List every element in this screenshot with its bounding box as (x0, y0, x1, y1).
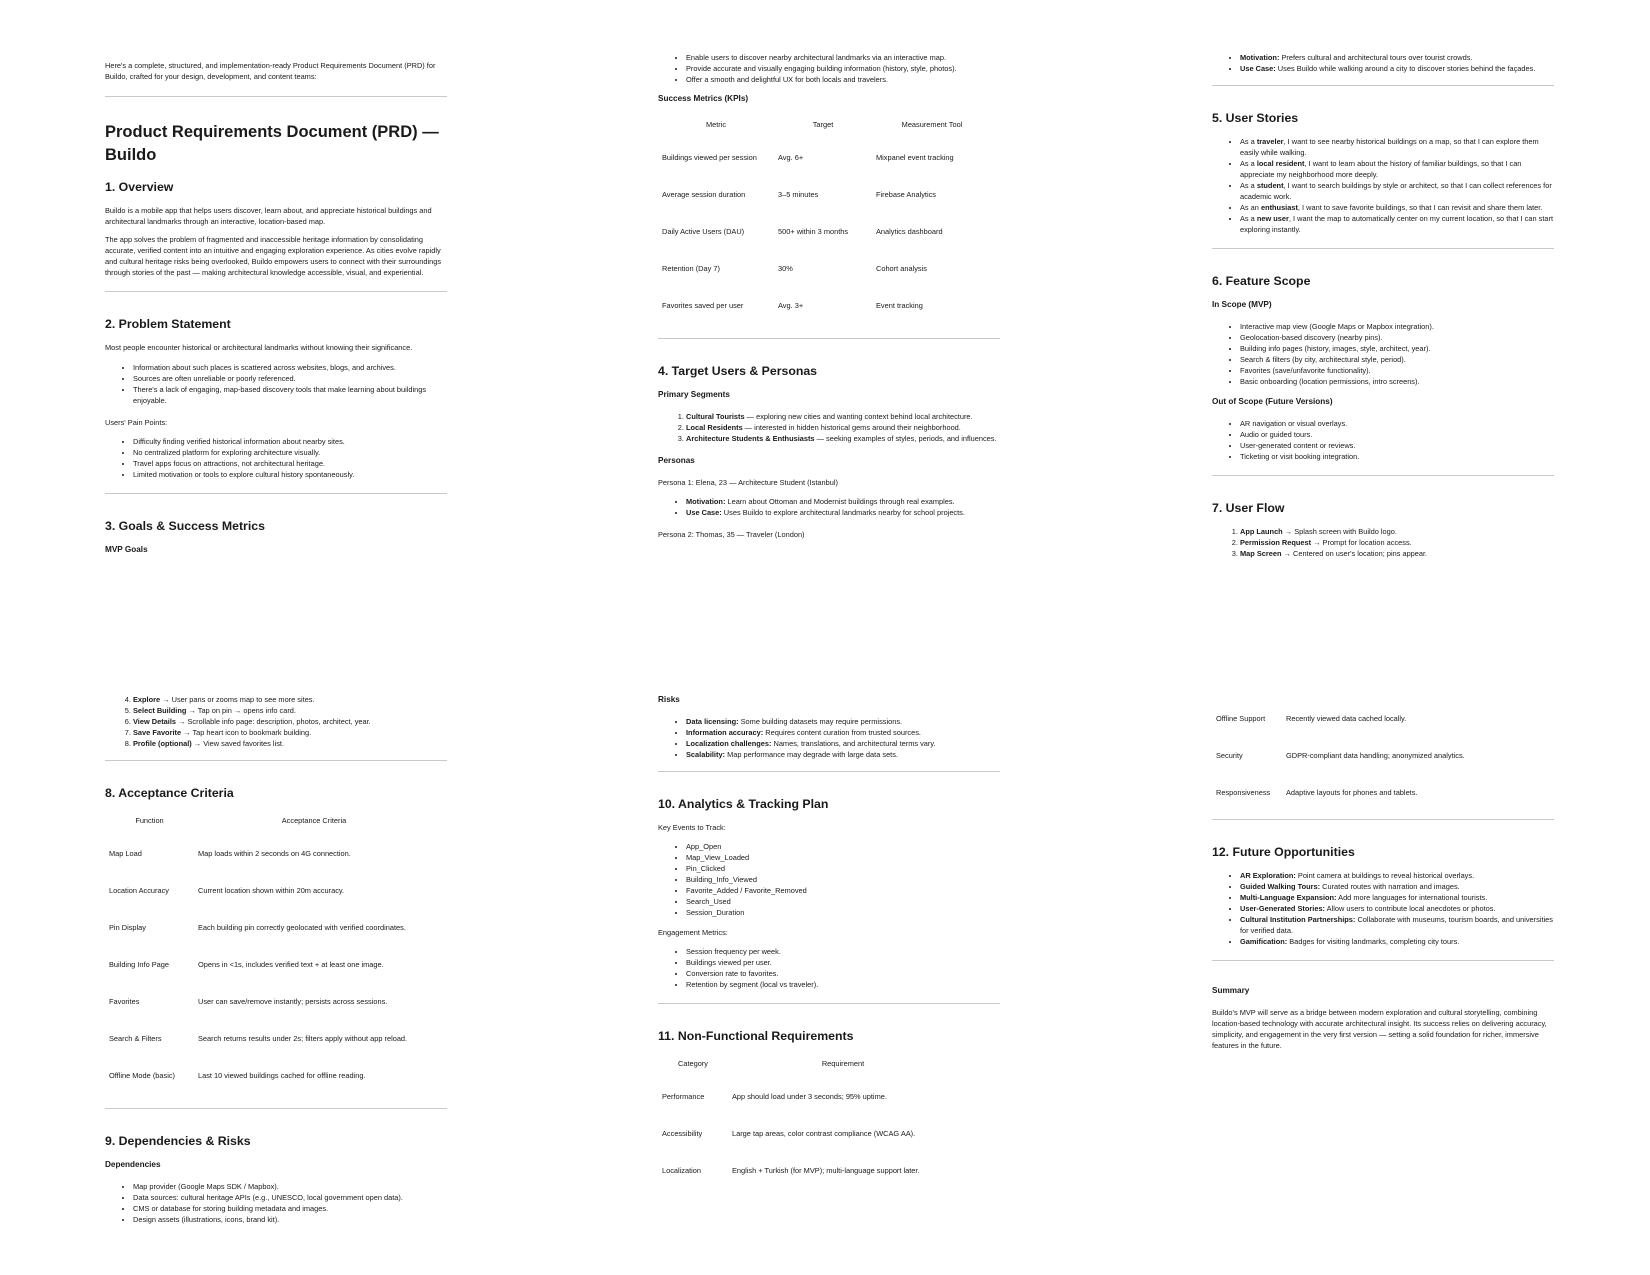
table-cell: User can save/remove instantly; persists across sessions. (198, 997, 388, 1006)
list-item: • Favorites (save/unfavorite functionality). (1240, 365, 1557, 376)
table-row (658, 176, 992, 213)
item-text: , I want to search buildings by style or architect, so that I can collect references for academic work. (1240, 181, 1552, 201)
item-text: → Centered on user's location; pins appear. (1281, 549, 1428, 558)
table-cell: Avg. 3+ (778, 301, 804, 310)
list-item (1240, 63, 1557, 74)
list-item: • Building info pages (history, images, style, architect, year). (1240, 343, 1557, 354)
column-header: Category (678, 1058, 708, 1068)
dependencies-subheading: Dependencies (105, 1160, 161, 1169)
page-4 (105, 694, 450, 1236)
divider (1212, 819, 1554, 820)
list-item: • Session frequency per week. (686, 946, 1003, 957)
key-events-list (686, 841, 1003, 918)
item-text: → Tap heart icon to bookmark building. (181, 728, 312, 737)
list-item (1240, 903, 1557, 914)
primary-segments-subheading: Primary Segments (658, 390, 730, 399)
list-item: • Provide accurate and visually engaging building information (history, style, photos). (686, 63, 1003, 74)
in-scope-subheading: In Scope (MVP) (1212, 300, 1272, 309)
bold-text: enthusiast (1260, 203, 1298, 212)
section-nfr-heading: 11. Non-Functional Requirements (658, 1029, 854, 1043)
list-item: • Basic onboarding (location permissions, intro screens). (1240, 376, 1557, 387)
bold-text: Profile (optional) (133, 739, 192, 748)
divider (105, 493, 447, 494)
list-item (1240, 52, 1557, 63)
list-item: • CMS or database for storing building metadata and images. (133, 1203, 450, 1214)
table-row (1212, 700, 1522, 737)
divider (1212, 475, 1554, 476)
persona-1-list (686, 496, 1003, 518)
bold-text: Local Residents (686, 423, 743, 432)
table-row (105, 1020, 434, 1057)
list-item (1240, 936, 1557, 947)
problem-list (133, 362, 450, 406)
list-item: • AR navigation or visual overlays. (1240, 418, 1557, 429)
table-cell: Accessibility (662, 1129, 703, 1138)
table-cell: Pin Display (109, 923, 146, 932)
bold-text: Gamification: (1240, 937, 1288, 946)
item-text: Badges for visiting landmarks, completing city tours. (1287, 937, 1460, 946)
list-item (133, 373, 450, 384)
item-text: As a (1240, 181, 1257, 190)
table-cell: Location Accuracy (109, 886, 169, 895)
list-item (686, 411, 1003, 422)
list-item (133, 705, 450, 716)
table-cell: Recently viewed data cached locally. (1286, 714, 1407, 723)
persona-2-title: Persona 2: Thomas, 35 — Traveler (London) (658, 530, 805, 539)
key-events-label: Key Events to Track: (658, 823, 726, 832)
nfr-table (658, 1048, 958, 1189)
list-item: • Difficulty finding verified historical information about nearby sites. (133, 436, 450, 447)
list-item: • Map provider (Google Maps SDK / Mapbox). (133, 1181, 450, 1192)
list-item (686, 727, 1003, 738)
list-item: • Audio or guided tours. (1240, 429, 1557, 440)
item-text: , I want the map to automatically center on my current location, so that I can start exploring instantly. (1240, 214, 1554, 234)
list-item (1240, 526, 1557, 537)
list-item (1240, 870, 1557, 881)
table-row (658, 139, 992, 176)
list-item (686, 716, 1003, 727)
list-item (133, 694, 450, 705)
item-text: , I want to see nearby historical buildings on a map, so that I can explore them easily while walking. (1240, 137, 1539, 157)
list-item (686, 507, 1003, 518)
section-target-users-heading: 4. Target Users & Personas (658, 364, 818, 378)
table-header-row (658, 109, 992, 139)
item-text: Map performance may degrade with large data sets. (725, 750, 898, 759)
item-text: Uses Buildo while walking around a city to discover stories behind the façades. (1275, 64, 1536, 73)
list-item: • Building_Info_Viewed (686, 874, 1003, 885)
item-text: — interested in hidden historical gems around their neighborhood. (742, 423, 961, 432)
bold-text: App Launch (1240, 527, 1283, 536)
item-text: Point camera at buildings to reveal historical overlays. (1295, 871, 1475, 880)
table-row (658, 213, 992, 250)
bold-text: traveler (1256, 137, 1284, 146)
table-row (105, 983, 434, 1020)
section-future-heading: 12. Future Opportunities (1212, 845, 1355, 859)
table-cell: Security (1216, 751, 1243, 760)
table-cell: Localization (662, 1166, 702, 1175)
table-row (658, 250, 992, 287)
page-3 (1212, 52, 1557, 570)
table-cell: Adaptive layouts for phones and tablets. (1286, 788, 1418, 797)
table-cell: Average session duration (662, 190, 746, 199)
item-text: As a (1240, 159, 1257, 168)
table-cell: Current location shown within 20m accuracy. (198, 886, 345, 895)
column-header: Requirement (821, 1058, 865, 1068)
page-1 (105, 60, 450, 566)
bold-text: Guided Walking Tours: (1240, 882, 1321, 891)
personas-subheading: Personas (658, 456, 695, 465)
table-cell: Firebase Analytics (876, 190, 936, 199)
bold-text: Sources are often unreliable or poorly referenced. (133, 374, 296, 383)
divider (105, 96, 447, 97)
item-text: → Splash screen with Buildo logo. (1282, 527, 1397, 536)
list-item (1240, 914, 1557, 936)
section-analytics-heading: 10. Analytics & Tracking Plan (658, 797, 829, 811)
column-header: Metric (705, 119, 727, 129)
table-row (658, 1078, 958, 1115)
table-row (658, 1115, 958, 1152)
bold-text: Localization challenges: (686, 739, 772, 748)
in-scope-list (1240, 321, 1557, 387)
item-text: As a (1240, 137, 1257, 146)
list-item (133, 738, 450, 749)
bold-text: Map Screen (1240, 549, 1282, 558)
risks-subheading: Risks (658, 695, 680, 704)
table-row (105, 872, 434, 909)
table-cell: Last 10 viewed buildings cached for offline reading. (198, 1071, 366, 1080)
acceptance-table (105, 805, 434, 1094)
item-text: Requires content curation from trusted sources. (763, 728, 921, 737)
summary-subheading: Summary (1212, 986, 1250, 995)
user-stories-list (1240, 136, 1557, 235)
list-item: • Search & filters (by city, architectural style, period). (1240, 354, 1557, 365)
bold-text: Use Case: (1240, 64, 1276, 73)
list-item: • Enable users to discover nearby architectural landmarks via an interactive map. (686, 52, 1003, 63)
item-text: Add more languages for international tourists. (1336, 893, 1488, 902)
item-text: Prefers cultural and architectural tours over tourist crowds. (1279, 53, 1473, 62)
list-item (686, 433, 1003, 444)
item-text: → Prompt for location access. (1311, 538, 1412, 547)
item-text: → Scrollable info page: description, photos, architect, year. (176, 717, 371, 726)
bold-text: Use Case: (686, 508, 722, 517)
bold-text: Explore (133, 695, 161, 704)
divider (658, 1003, 1000, 1004)
bold-text: local resident (1256, 159, 1305, 168)
table-row (1212, 737, 1522, 774)
bold-text: Architecture Students & Enthusiasts (686, 434, 815, 443)
list-item (686, 496, 1003, 507)
column-header: Target (812, 119, 834, 129)
table-cell: 30% (778, 264, 793, 273)
section-user-stories-heading: 5. User Stories (1212, 111, 1299, 125)
section-feature-scope-heading: 6. Feature Scope (1212, 274, 1311, 288)
list-item (133, 384, 450, 406)
column-header: Measurement Tool (901, 119, 963, 129)
bold-text: Cultural Tourists (686, 412, 745, 421)
table-cell: Analytics dashboard (876, 227, 943, 236)
list-item: • Map_View_Loaded (686, 852, 1003, 863)
divider (1212, 248, 1554, 249)
bold-text: Select Building (133, 706, 187, 715)
table-cell: Buildings viewed per session (662, 153, 757, 162)
table-cell: Avg. 6+ (778, 153, 804, 162)
list-item: • Data sources: cultural heritage APIs (e.g., UNESCO, local government open data). (133, 1192, 450, 1203)
bold-text: Multi-Language Expansion: (1240, 893, 1337, 902)
list-item (1240, 180, 1557, 202)
bold-text: Motivation: (686, 497, 726, 506)
divider (658, 771, 1000, 772)
item-text: Some building datasets may require permissions. (738, 717, 903, 726)
table-cell: English + Turkish (for MVP); multi-language support later. (732, 1166, 920, 1175)
table-cell: Responsiveness (1216, 788, 1271, 797)
item-text: — exploring new cities and wanting context behind local architecture. (744, 412, 973, 421)
list-item: • Offer a smooth and delightful UX for both locals and travelers. (686, 74, 1003, 85)
item-text: , I want to save favorite buildings, so that I can revisit and share them later. (1297, 203, 1543, 212)
list-item: • Buildings viewed per user. (686, 957, 1003, 968)
divider (105, 291, 447, 292)
list-item: • Retention by segment (local vs traveler). (686, 979, 1003, 990)
column-header: Function (135, 815, 164, 825)
divider (658, 338, 1000, 339)
list-item: • Design assets (illustrations, icons, brand kit). (133, 1214, 450, 1225)
page-2 (658, 52, 1003, 547)
bold-text: Data licensing: (686, 717, 739, 726)
table-cell: Large tap areas, color contrast compliance (WCAG AA). (732, 1129, 916, 1138)
list-item: • Travel apps focus on attractions, not architectural heritage. (133, 458, 450, 469)
list-item: • Ticketing or visit booking integration. (1240, 451, 1557, 462)
column-header: Acceptance Criteria (281, 815, 347, 825)
section-goals-heading: 3. Goals & Success Metrics (105, 519, 265, 533)
table-row (105, 1057, 434, 1094)
table-cell: Search & Filters (109, 1034, 162, 1043)
list-item (1240, 537, 1557, 548)
table-cell: Offline Support (1216, 714, 1266, 723)
table-cell: Mixpanel event tracking (876, 153, 954, 162)
table-header-row (658, 1048, 958, 1078)
list-item (1240, 202, 1557, 213)
item-text: Allow users to contribute local anecdotes or photos. (1325, 904, 1496, 913)
table-row (105, 835, 434, 872)
list-item (1240, 158, 1557, 180)
list-item: • Limited motivation or tools to explore cultural history spontaneously. (133, 469, 450, 480)
table-header-row (105, 805, 434, 835)
kpi-subheading: Success Metrics (KPIs) (658, 94, 749, 103)
bold-text: Information about such places is scattered across websites, blogs, and archives. (133, 363, 396, 372)
list-item (1240, 892, 1557, 903)
divider (105, 1108, 447, 1109)
overview-paragraph: The app solves the problem of fragmented and inaccessible heritage information by consolidating accurate, verified content into an intuitive and engaging exploration experience. As cities evolve rapidly and cultural heritage risks being overlooked, Buildo empowers users to connect with their surroundings through stories of the past — making architectural knowledge accessible, visual, and experiential. (105, 235, 442, 277)
section-acceptance-heading: 8. Acceptance Criteria (105, 786, 234, 800)
table-cell: 500+ within 3 months (778, 227, 849, 236)
kpi-table (658, 109, 992, 324)
engagement-list (686, 946, 1003, 990)
table-cell: Cohort analysis (876, 264, 927, 273)
bold-text: Cultural Institution Partnerships: (1240, 915, 1356, 924)
list-item (686, 749, 1003, 760)
list-item: • Interactive map view (Google Maps or Mapbox integration). (1240, 321, 1557, 332)
item-text: , I want to learn about the history of familiar buildings, so that I can appreciate my neighborhood more deeply. (1240, 159, 1522, 179)
mvp-goals-subheading: MVP Goals (105, 545, 148, 554)
list-item: • Pin_Clicked (686, 863, 1003, 874)
user-flow-list (1240, 526, 1557, 559)
dependencies-list (133, 1181, 450, 1225)
list-item (133, 727, 450, 738)
table-cell: Each building pin correctly geolocated with verified coordinates. (198, 923, 406, 932)
bold-text: student (1256, 181, 1284, 190)
item-text: Uses Buildo to explore architectural landmarks nearby for school projects. (721, 508, 965, 517)
list-item (1240, 881, 1557, 892)
list-item: • Favorite_Added / Favorite_Removed (686, 885, 1003, 896)
list-item: • Session_Duration (686, 907, 1003, 918)
list-item: • Conversion rate to favorites. (686, 968, 1003, 979)
list-item: • Geolocation-based discovery (nearby pins). (1240, 332, 1557, 343)
document-title: Product Requirements Document (PRD) — Buildo (105, 123, 439, 164)
divider (1212, 85, 1554, 86)
table-cell: Performance (662, 1092, 705, 1101)
table-cell: 3–5 minutes (778, 190, 819, 199)
segments-list (686, 411, 1003, 444)
list-item (1240, 213, 1557, 235)
item-text: As an (1240, 203, 1261, 212)
intro-text: Here's a complete, structured, and implementation-ready Product Requirements Document (PRD) for Buildo, crafted for your design, development, and content teams: (105, 61, 436, 81)
table-cell: Map Load (109, 849, 142, 858)
section-problem-heading: 2. Problem Statement (105, 317, 231, 331)
list-item (133, 362, 450, 373)
summary-paragraph: Buildo's MVP will serve as a bridge between modern exploration and cultural storytelling, combining location-based technology with accurate architectural insight. Its success relies on delivering accuracy, simplicity, and engagement in the very first version — setting a solid foundation for richer, immersive features in the future. (1212, 1008, 1547, 1050)
section-overview-heading: 1. Overview (105, 180, 174, 194)
list-item: • App_Open (686, 841, 1003, 852)
bold-text: User-Generated Stories: (1240, 904, 1326, 913)
nfr-table-continued (1212, 700, 1522, 811)
list-item: • User-generated content or reviews. (1240, 440, 1557, 451)
problem-paragraph: Most people encounter historical or architectural landmarks without knowing their significance. (105, 343, 413, 352)
pain-points-label: Users' Pain Points: (105, 418, 168, 427)
section-dependencies-heading: 9. Dependencies & Risks (105, 1134, 251, 1148)
table-cell: Opens in <1s, includes verified text + at least one image. (198, 960, 384, 969)
table-cell: Offline Mode (basic) (109, 1071, 175, 1080)
table-cell: Daily Active Users (DAU) (662, 227, 745, 236)
table-cell: Favorites (109, 997, 140, 1006)
list-item (1240, 548, 1557, 559)
pain-points-list (133, 436, 450, 480)
list-item (1240, 136, 1557, 158)
table-cell: Search returns results under 2s; filters apply without app reload. (198, 1034, 408, 1043)
bold-text: Scalability: (686, 750, 726, 759)
item-text: → User pans or zooms map to see more sites. (160, 695, 315, 704)
persona-2-list (1240, 52, 1557, 74)
table-cell: App should load under 3 seconds; 95% uptime. (732, 1092, 887, 1101)
table-cell: Building Info Page (109, 960, 169, 969)
item-text: → Tap on pin → opens info card. (186, 706, 296, 715)
bold-text: Information accuracy: (686, 728, 764, 737)
bold-text: View Details (133, 717, 176, 726)
item-text: → View saved favorites list. (191, 739, 285, 748)
page-6 (1212, 700, 1557, 1058)
table-cell: Retention (Day 7) (662, 264, 720, 273)
table-row (658, 1152, 958, 1189)
divider (1212, 960, 1554, 961)
item-text: As a (1240, 214, 1257, 223)
bold-text: Save Favorite (133, 728, 182, 737)
table-cell: Favorites saved per user (662, 301, 744, 310)
bold-text: AR Exploration: (1240, 871, 1296, 880)
table-row (105, 946, 434, 983)
table-row (1212, 774, 1522, 811)
user-flow-list-continued (133, 694, 450, 749)
out-of-scope-list (1240, 418, 1557, 462)
persona-1-title: Persona 1: Elena, 23 — Architecture Student (Istanbul) (658, 478, 838, 487)
table-cell: Event tracking (876, 301, 923, 310)
overview-paragraph: Buildo is a mobile app that helps users discover, learn about, and appreciate historical buildings and architectural landmarks through an interactive, location-based map. (105, 206, 432, 226)
item-text: Collaborate with museums, tourism boards, and universities for verified data. (1240, 915, 1553, 935)
item-text: Names, translations, and architectural terms vary. (771, 739, 936, 748)
out-of-scope-subheading: Out of Scope (Future Versions) (1212, 397, 1333, 406)
page-5 (658, 694, 1003, 1209)
table-row (658, 287, 992, 324)
future-list (1240, 870, 1557, 947)
item-text: Learn about Ottoman and Modernist buildings through real examples. (725, 497, 955, 506)
list-item: • Search_Used (686, 896, 1003, 907)
bold-text: new user (1256, 214, 1289, 223)
bold-text: Motivation: (1240, 53, 1280, 62)
mvp-goals-list (686, 52, 1003, 85)
item-text: — seeking examples of styles, periods, and influences. (814, 434, 997, 443)
divider (105, 760, 447, 761)
engagement-label: Engagement Metrics: (658, 928, 728, 937)
table-row (105, 909, 434, 946)
bold-text: Permission Request (1240, 538, 1312, 547)
bold-text: There's a lack of engaging, map-based discovery tools that make learning about buildings enjoyable. (133, 385, 427, 405)
item-text: Curated routes with narration and images. (1320, 882, 1460, 891)
list-item (686, 738, 1003, 749)
table-cell: GDPR-compliant data handling; anonymized analytics. (1286, 751, 1465, 760)
table-cell: Map loads within 2 seconds on 4G connection. (198, 849, 351, 858)
risks-list (686, 716, 1003, 760)
section-user-flow-heading: 7. User Flow (1212, 501, 1285, 515)
list-item (133, 716, 450, 727)
list-item: • No centralized platform for exploring architecture visually. (133, 447, 450, 458)
list-item (686, 422, 1003, 433)
